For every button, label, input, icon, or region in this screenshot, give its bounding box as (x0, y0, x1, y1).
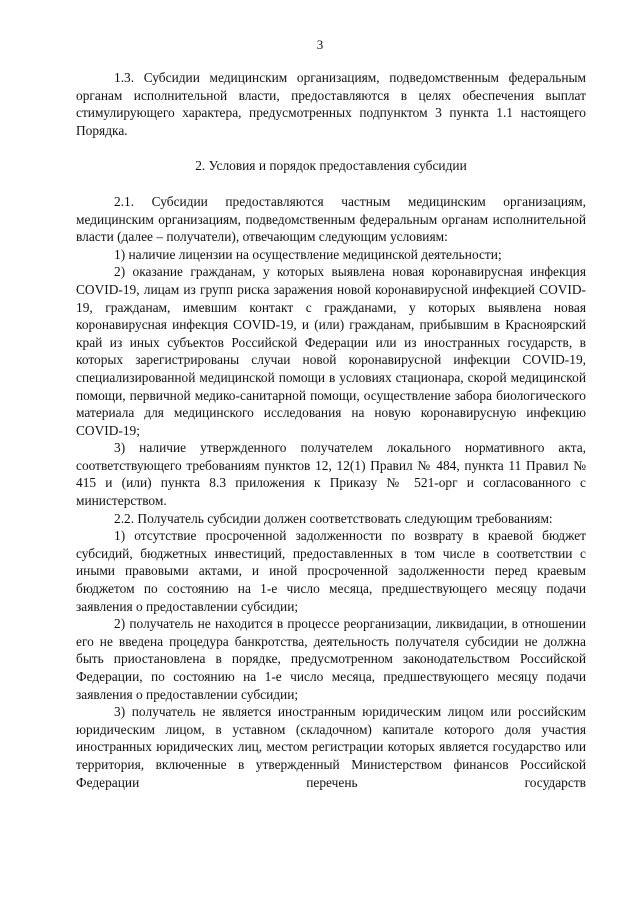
paragraph-requirement-1: 1) отсутствие просроченной задолженности по возврату в краевой бюджет субсидий, бюджетных инвестиций, предоставленных в том числе в соответствии с иными правовыми актами, и иной просроченной задолженности перед краевым бюджетом по состоянию на 1-е число месяца, предшествующего месяцу подачи заявления о предоставлении субсидии; (76, 528, 586, 614)
paragraph-2-2: 2.2. Получатель субсидии должен соответствовать следующим требованиям: (114, 510, 553, 526)
paragraph-condition-3: 3) наличие утвержденного получателем локального нормативного акта, соответствующего требованиям пунктов 12, 12(1) Правил № 484, пункта 11 Правил № 415 и (или) пункта 8.3 приложения к Приказу № 521-орг и согласованного с министерством. (76, 440, 586, 509)
paragraph-condition-2: 2) оказание гражданам, у которых выявлена новая коронавирусная инфекция COVID-19, лицам из групп риска заражения новой коронавирусной инфекцией COVID-19, гражданам, имевшим контакт с гражданами, у которых выявлена новая коронавирусная инфекция COVID-19, и (или) гражданам, прибывшим в Красноярский край из иных субъектов Российской Федерации или из иностранных государств, в которых зарегистрированы случаи новой коронавирусной инфекции COVID-19, специализированной медицинской помощи в условиях стационара, скорой медицинской помощи, первичной медико-санитарной помощи, осуществление забора биологического материала для медицинского исследования на новую коронавирусную инфекцию COVID-19; (76, 264, 586, 438)
paragraph-requirement-3: 3) получатель не является иностранным юридическим лицом или российским юридическим лицом, в уставном (складочном) капитале которого доля участия иностранных юридических лиц, местом регистрации которых является государство или территория, включенные в утвержденный Министерством финансов Российской Федерации перечень государств (76, 704, 586, 790)
page-number: 3 (316, 37, 324, 52)
paragraph-2-1: 2.1. Субсидии предоставляются частным медицинским организациям, медицинским организациям, подведомственным федеральным органам исполнительной власти (далее – получатели), отвечающим следующим условиям: (76, 193, 586, 245)
paragraph-1-3: 1.3. Субсидии медицинским организациям, подведомственным федеральным органам исполнительной власти, предоставляются в целях обеспечения выплат стимулирующего характера, предусмотренных подпунктом 3 пункта 1.1 настоящего Порядка. (76, 70, 586, 138)
section-heading: 2. Условия и порядок предоставления субсидии (195, 158, 467, 174)
paragraph-condition-1: 1) наличие лицензии на осуществление медицинской деятельности; (114, 246, 502, 262)
paragraph-requirement-2: 2) получатель не находится в процессе реорганизации, ликвидации, в отношении его не введена процедура банкротства, деятельность получателя субсидии не должна быть приостановлена в порядке, предусмотренном законодательством Российской Федерации, по состоянию на 1-е число месяца, предшествующего месяцу подачи заявления о предоставлении субсидии; (76, 616, 586, 702)
document-body (76, 69, 586, 791)
